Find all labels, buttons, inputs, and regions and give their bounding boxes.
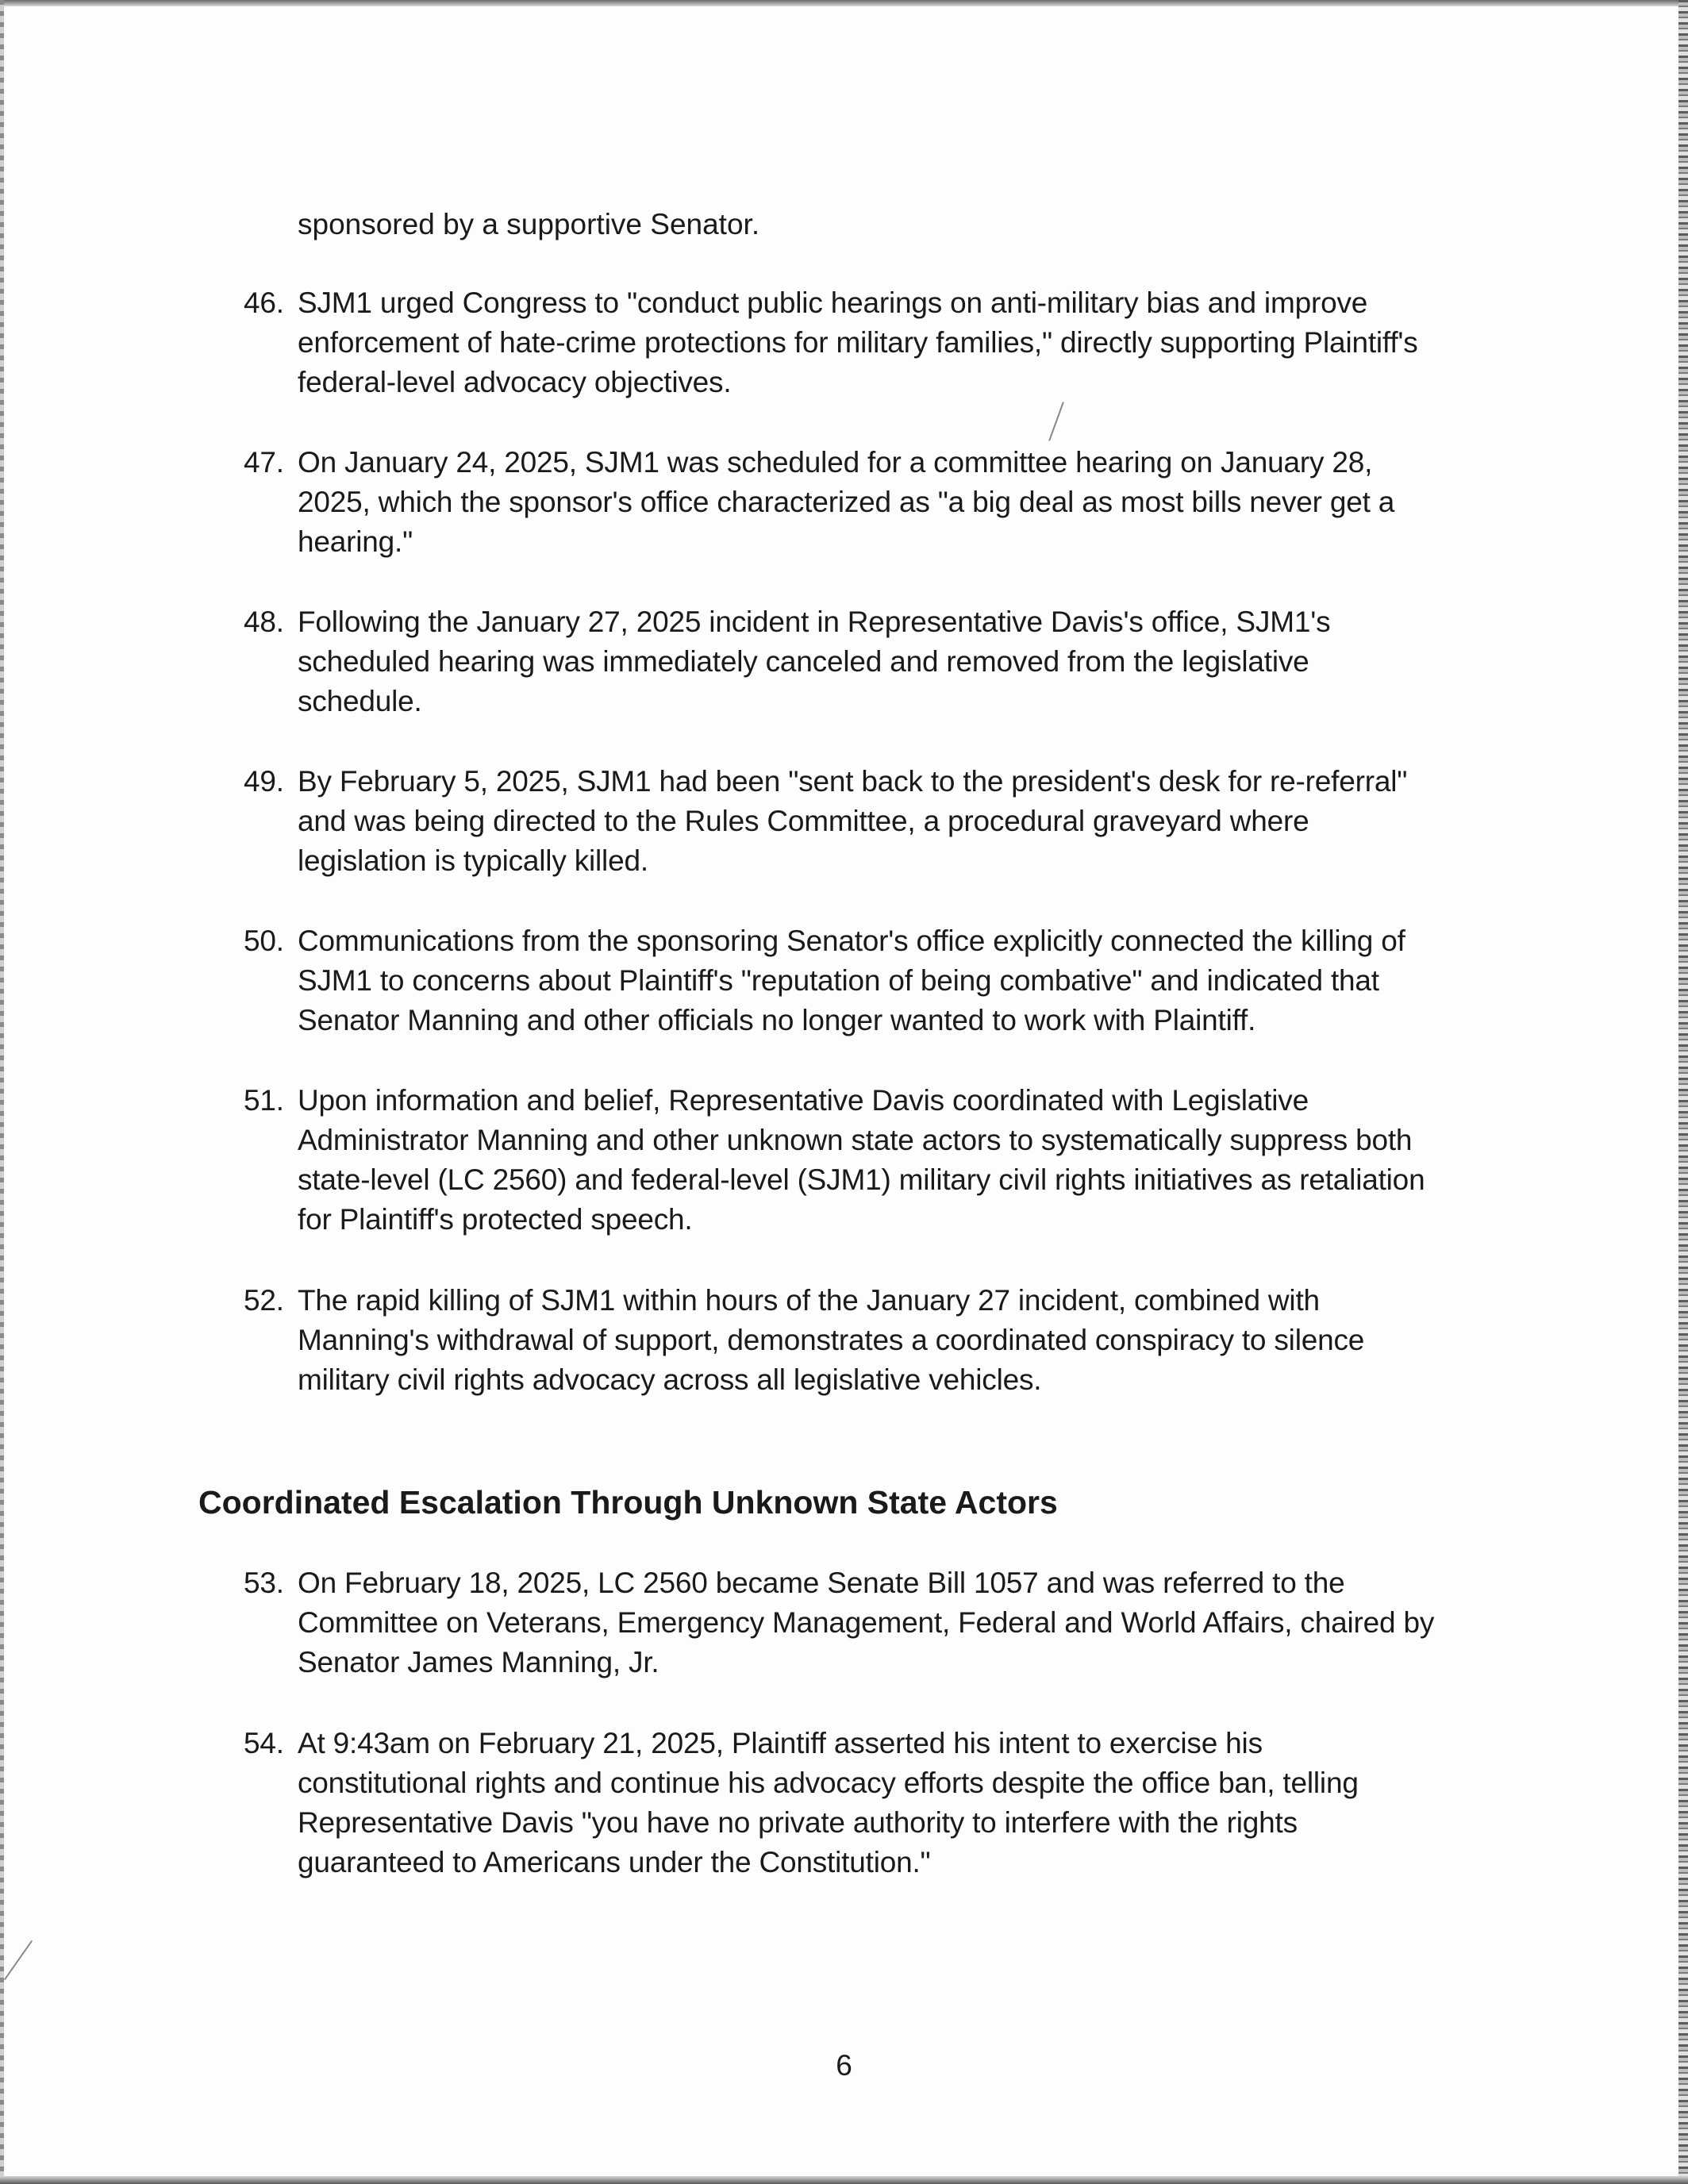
scan-edge-left bbox=[0, 0, 4, 2184]
paragraph-line: military civil rights advocacy across all legislative vehicles. bbox=[298, 1363, 1042, 1396]
paragraph-line: for Plaintiff's protected speech. bbox=[298, 1203, 693, 1236]
paragraph-line: On February 18, 2025, LC 2560 became Senate Bill 1057 and was referred to the bbox=[298, 1567, 1345, 1599]
paragraph-body bbox=[298, 1724, 1488, 1882]
scan-edge-bottom bbox=[0, 2176, 1688, 2184]
paragraph-line: Following the January 27, 2025 incident in Representative Davis's office, SJM1's bbox=[298, 606, 1331, 638]
paragraph-number: 53. bbox=[244, 1567, 284, 1599]
paragraph-line: scheduled hearing was immediately canceled and removed from the legislative bbox=[298, 645, 1309, 678]
paragraph-body bbox=[298, 1281, 1488, 1400]
paragraph-body bbox=[298, 921, 1488, 1040]
paragraph-line: By February 5, 2025, SJM1 had been "sent back to the president's desk for re-referral" bbox=[298, 765, 1408, 798]
paragraph-number: 52. bbox=[244, 1284, 284, 1317]
paragraph-body bbox=[298, 1081, 1488, 1240]
paragraph-number: 51. bbox=[244, 1084, 284, 1117]
paragraph-number: 47. bbox=[244, 446, 284, 479]
paragraph-number: 48. bbox=[244, 606, 284, 638]
paragraph-line: On January 24, 2025, SJM1 was scheduled for a committee hearing on January 28, bbox=[298, 446, 1373, 479]
paragraph-line: Senator James Manning, Jr. bbox=[298, 1646, 659, 1678]
paragraph-line: Administrator Manning and other unknown state actors to systematically suppress both bbox=[298, 1124, 1413, 1156]
paragraph-number: 54. bbox=[244, 1727, 284, 1759]
paragraph-line: SJM1 urged Congress to "conduct public hearings on anti-military bias and improve bbox=[298, 286, 1368, 319]
paragraph-line: enforcement of hate-crime protections for military families," directly supporting Plaintiff's bbox=[298, 326, 1418, 359]
pen-mark bbox=[4, 1940, 33, 1980]
paragraph-body bbox=[298, 1563, 1488, 1682]
paragraph-line: legislation is typically killed. bbox=[298, 844, 648, 877]
paragraph-line: Representative Davis "you have no private authority to interfere with the rights bbox=[298, 1806, 1298, 1839]
paragraph-line: hearing." bbox=[298, 525, 413, 558]
paragraph-body bbox=[298, 443, 1488, 562]
paragraph-line: SJM1 to concerns about Plaintiff's "reputation of being combative" and indicated that bbox=[298, 964, 1379, 997]
section-heading: Coordinated Escalation Through Unknown State Actors bbox=[198, 1484, 1058, 1521]
paragraph-line: guaranteed to Americans under the Constitution." bbox=[298, 1846, 931, 1878]
paragraph-line: constitutional rights and continue his advocacy efforts despite the office ban, telling bbox=[298, 1767, 1359, 1799]
paragraph-line: and was being directed to the Rules Committee, a procedural graveyard where bbox=[298, 805, 1309, 837]
paragraph-line: state-level (LC 2560) and federal-level (SJM1) military civil rights initiatives as retaliation bbox=[298, 1163, 1425, 1196]
paragraph-line: federal-level advocacy objectives. bbox=[298, 366, 732, 398]
paragraph-number: 49. bbox=[244, 765, 284, 798]
paragraph-line: Communications from the sponsoring Senator's office explicitly connected the killing of bbox=[298, 925, 1405, 957]
paragraph-number: 50. bbox=[244, 925, 284, 957]
paragraph-line: The rapid killing of SJM1 within hours of the January 27 incident, combined with bbox=[298, 1284, 1320, 1317]
page-number: 6 bbox=[836, 2049, 852, 2082]
paragraph-body bbox=[298, 283, 1488, 402]
paragraph-body bbox=[298, 602, 1488, 721]
scan-edge-top bbox=[0, 0, 1688, 6]
paragraph-line: Committee on Veterans, Emergency Management, Federal and World Affairs, chaired by bbox=[298, 1606, 1435, 1639]
paragraph-number: 46. bbox=[244, 286, 284, 319]
paragraph-line: Upon information and belief, Representative Davis coordinated with Legislative bbox=[298, 1084, 1309, 1117]
paragraph-line: At 9:43am on February 21, 2025, Plaintiff asserted his intent to exercise his bbox=[298, 1727, 1263, 1759]
paragraph-line: schedule. bbox=[298, 685, 422, 717]
scan-edge-right bbox=[1678, 0, 1688, 2184]
pen-mark bbox=[1048, 402, 1064, 441]
paragraph-line: 2025, which the sponsor's office characterized as "a big deal as most bills never get a bbox=[298, 486, 1395, 518]
paragraph-line: Senator Manning and other officials no longer wanted to work with Plaintiff. bbox=[298, 1004, 1256, 1036]
paragraph-line: Manning's withdrawal of support, demonstrates a coordinated conspiracy to silence bbox=[298, 1324, 1365, 1356]
paragraph-body bbox=[298, 762, 1488, 881]
continuation-text: sponsored by a supportive Senator. bbox=[298, 208, 760, 240]
